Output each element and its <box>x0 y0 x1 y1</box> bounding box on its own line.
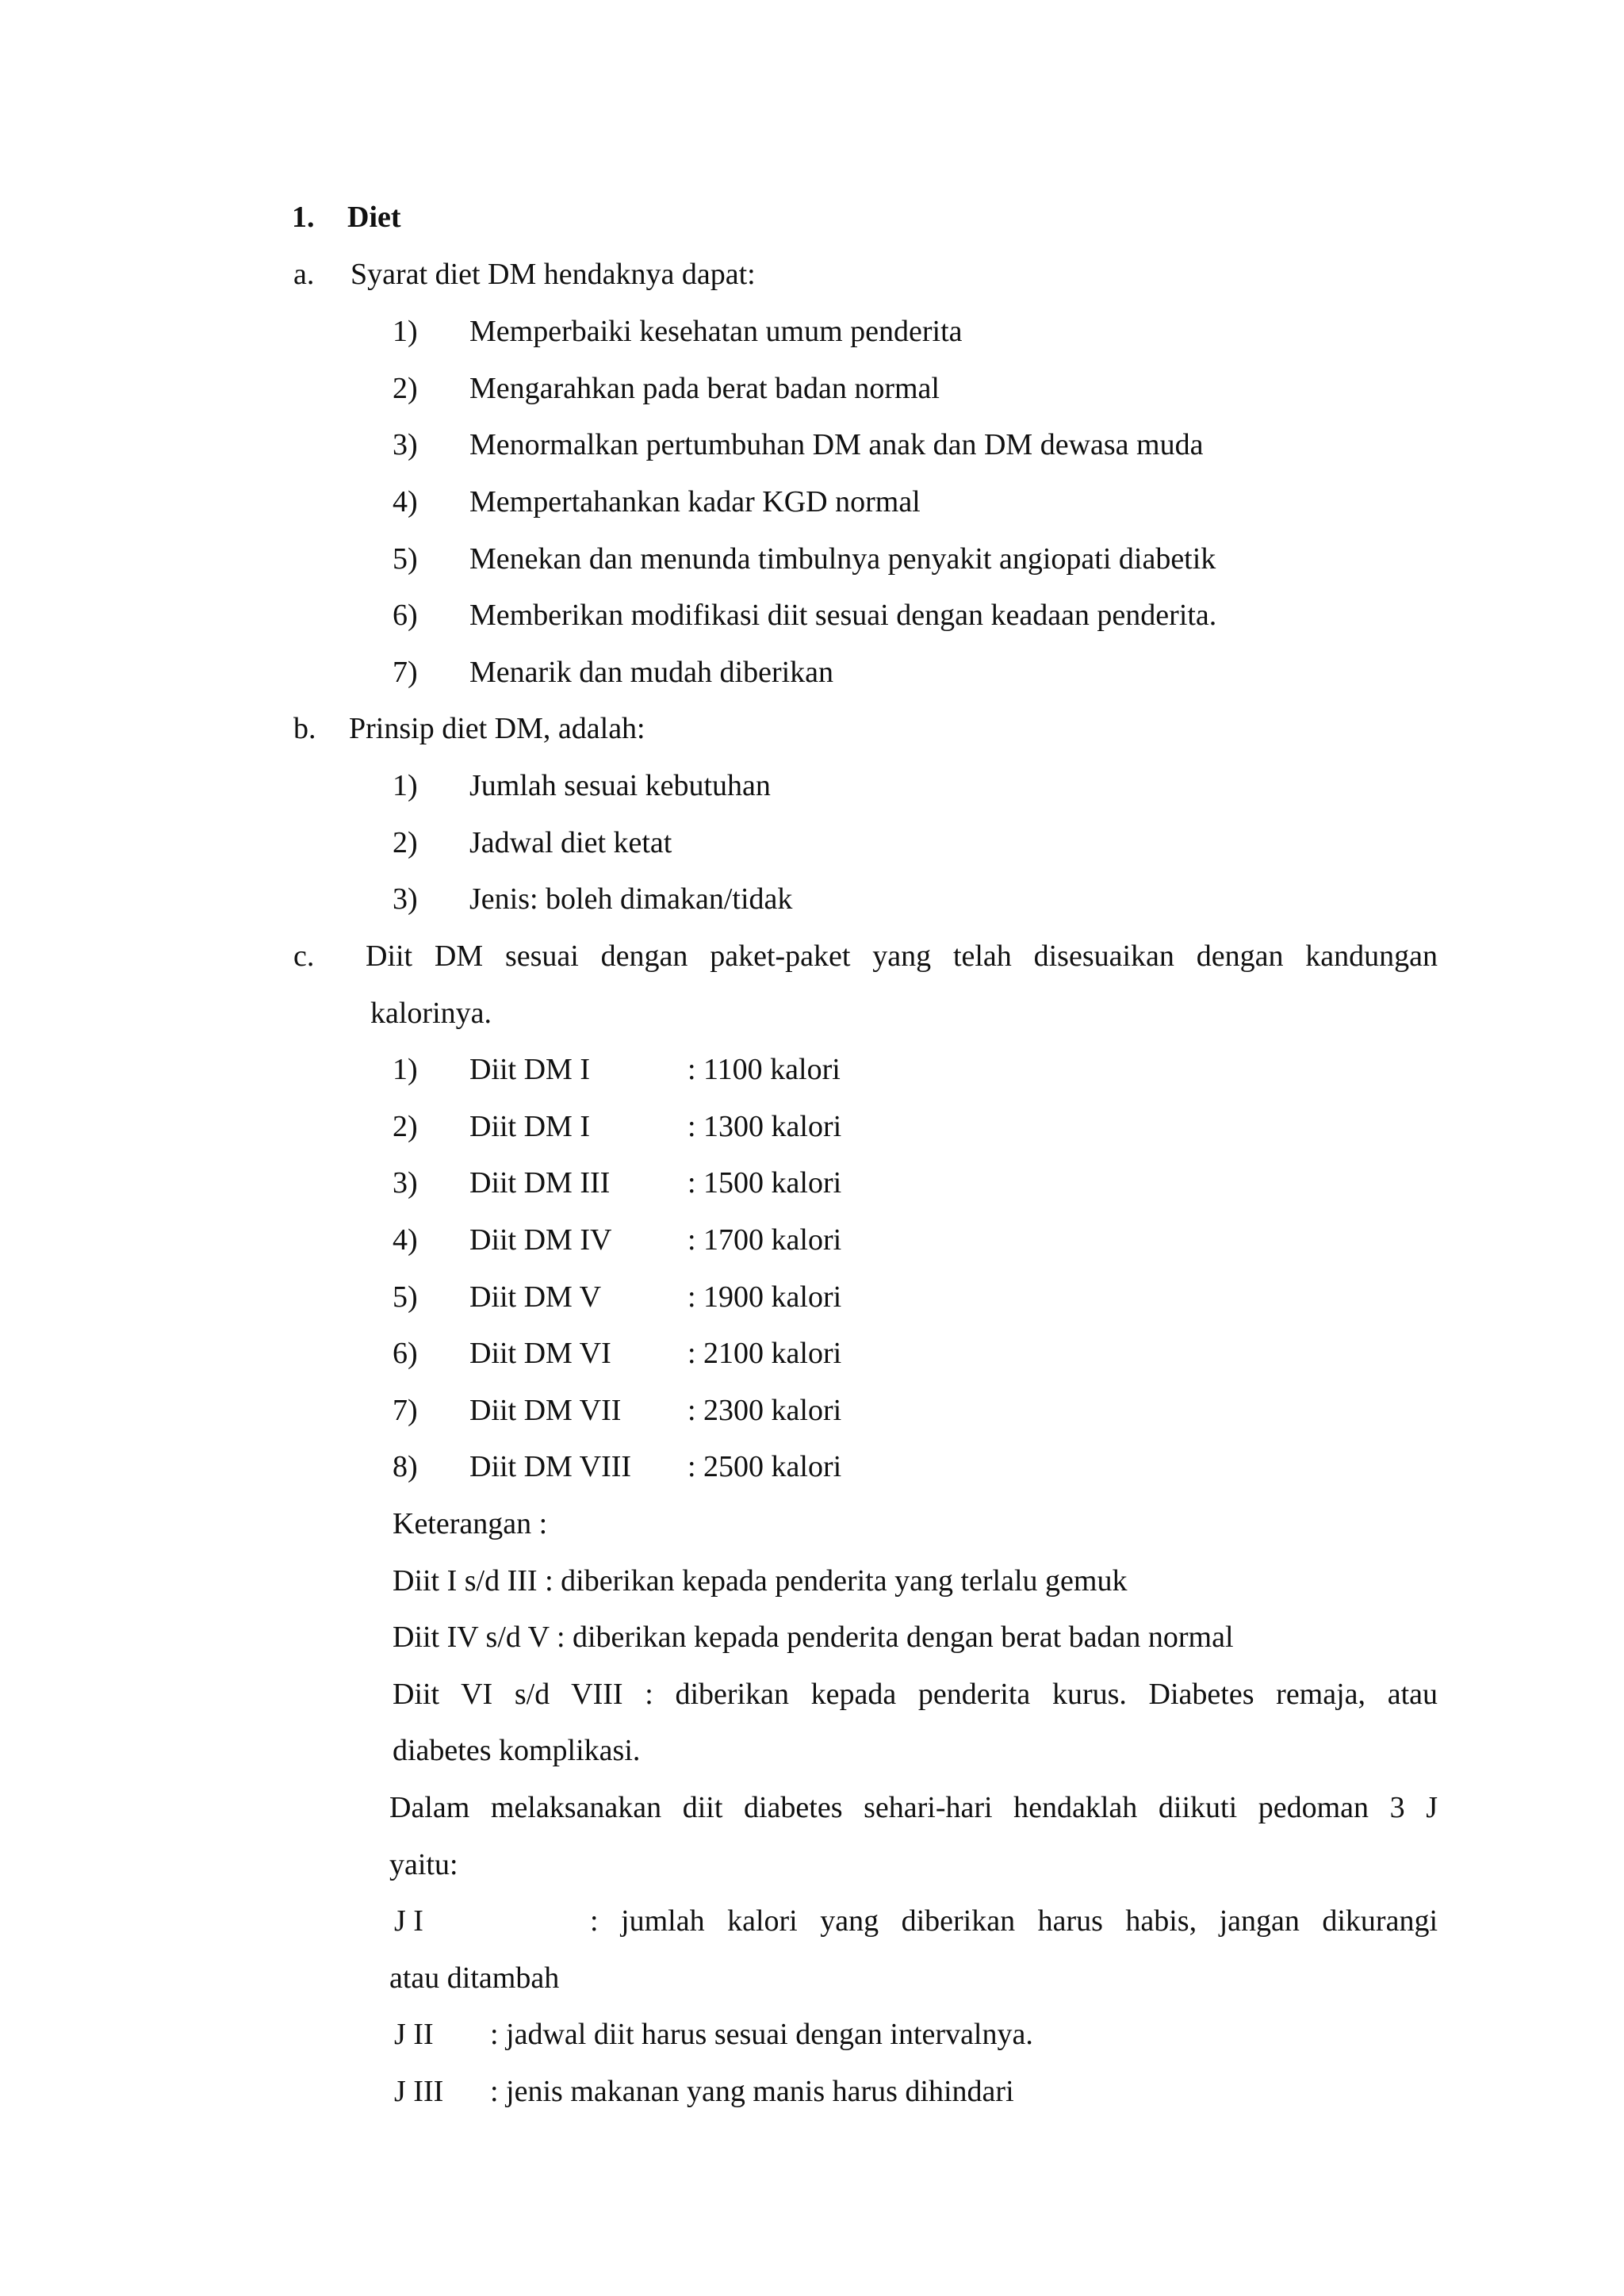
list-item-number: 6) <box>393 1337 418 1370</box>
notes-heading: Keterangan : <box>393 1507 548 1540</box>
diet-calories: : 1100 kalori <box>688 1053 841 1086</box>
j2-text: : jadwal diit harus sesuai dengan intervalnya. <box>490 2018 1033 2051</box>
list-item-number: 4) <box>393 485 418 519</box>
list-item-number: 8) <box>393 1450 418 1483</box>
list-item-text: Mempertahankan kadar KGD normal <box>469 485 921 519</box>
list-item-number: 1) <box>393 769 418 802</box>
diet-name: Diit DM VIII <box>469 1450 632 1483</box>
list-b-marker: b. <box>293 712 316 745</box>
list-item-number: 7) <box>393 656 418 689</box>
guideline-paragraph-line2: yaitu: <box>389 1848 458 1881</box>
list-item-text: Mengarahkan pada berat badan normal <box>469 372 940 405</box>
list-item-number: 2) <box>393 372 418 405</box>
list-item-text: Menarik dan mudah diberikan <box>469 656 834 689</box>
list-item-number: 1) <box>393 1053 418 1086</box>
diet-calories: : 2100 kalori <box>688 1337 842 1370</box>
diet-name: Diit DM IV <box>469 1223 612 1257</box>
j1-text-line2: atau ditambah <box>389 1961 560 1995</box>
list-item-number: 6) <box>393 599 418 632</box>
j3-text: : jenis makanan yang manis harus dihindari <box>490 2075 1014 2108</box>
list-a-heading: Syarat diet DM hendaknya dapat: <box>350 258 756 291</box>
diet-calories: : 2300 kalori <box>688 1394 842 1427</box>
section-number: 1. <box>292 201 315 234</box>
j3-label: J III <box>394 2075 444 2108</box>
list-item-number: 2) <box>393 826 418 859</box>
list-c-marker: c. <box>293 939 315 973</box>
list-c-heading-line2: kalorinya. <box>370 997 492 1030</box>
list-item-number: 5) <box>393 542 418 576</box>
list-item-text: Memperbaiki kesehatan umum penderita <box>469 315 963 348</box>
list-item-number: 3) <box>393 428 418 461</box>
list-item-text: Jenis: boleh dimakan/tidak <box>469 882 793 916</box>
diet-name: Diit DM I <box>469 1053 590 1086</box>
note-line: diabetes komplikasi. <box>393 1734 641 1767</box>
diet-name: Diit DM III <box>469 1166 611 1200</box>
guideline-paragraph-line1: Dalam melaksanakan diit diabetes sehari-hari hendaklah diikuti pedoman 3 J <box>389 1791 1438 1824</box>
diet-calories: : 1300 kalori <box>688 1110 842 1143</box>
j1-text-line1: : jumlah kalori yang diberikan harus habis, jangan dikurangi <box>590 1904 1438 1938</box>
list-item-number: 3) <box>393 882 418 916</box>
list-a-marker: a. <box>293 258 315 291</box>
note-line: Diit VI s/d VIII : diberikan kepada penderita kurus. Diabetes remaja, atau <box>393 1678 1438 1711</box>
diet-calories: : 1700 kalori <box>688 1223 842 1257</box>
list-item-number: 1) <box>393 315 418 348</box>
note-line: Diit IV s/d V : diberikan kepada penderita dengan berat badan normal <box>393 1621 1234 1654</box>
section-title: Diet <box>347 201 401 234</box>
list-item-text: Menekan dan menunda timbulnya penyakit angiopati diabetik <box>469 542 1216 576</box>
list-item-text: Memberikan modifikasi diit sesuai dengan keadaan penderita. <box>469 599 1217 632</box>
diet-name: Diit DM I <box>469 1110 590 1143</box>
j2-label: J II <box>394 2018 434 2051</box>
list-item-number: 3) <box>393 1166 418 1200</box>
diet-calories: : 1900 kalori <box>688 1280 842 1314</box>
diet-name: Diit DM VII <box>469 1394 622 1427</box>
list-item-text: Jumlah sesuai kebutuhan <box>469 769 771 802</box>
list-item-text: Jadwal diet ketat <box>469 826 672 859</box>
list-item-text: Menormalkan pertumbuhan DM anak dan DM dewasa muda <box>469 428 1204 461</box>
diet-name: Diit DM V <box>469 1280 602 1314</box>
list-item-number: 7) <box>393 1394 418 1427</box>
list-b-heading: Prinsip diet DM, adalah: <box>349 712 645 745</box>
list-item-number: 4) <box>393 1223 418 1257</box>
list-item-number: 2) <box>393 1110 418 1143</box>
list-c-heading-line1: Diit DM sesuai dengan paket-paket yang telah disesuaikan dengan kandungan <box>366 939 1438 973</box>
diet-calories: : 2500 kalori <box>688 1450 842 1483</box>
j1-label: J I <box>394 1904 423 1938</box>
list-item-number: 5) <box>393 1280 418 1314</box>
diet-calories: : 1500 kalori <box>688 1166 842 1200</box>
diet-name: Diit DM VI <box>469 1337 611 1370</box>
note-line: Diit I s/d III : diberikan kepada penderita yang terlalu gemuk <box>393 1564 1128 1598</box>
